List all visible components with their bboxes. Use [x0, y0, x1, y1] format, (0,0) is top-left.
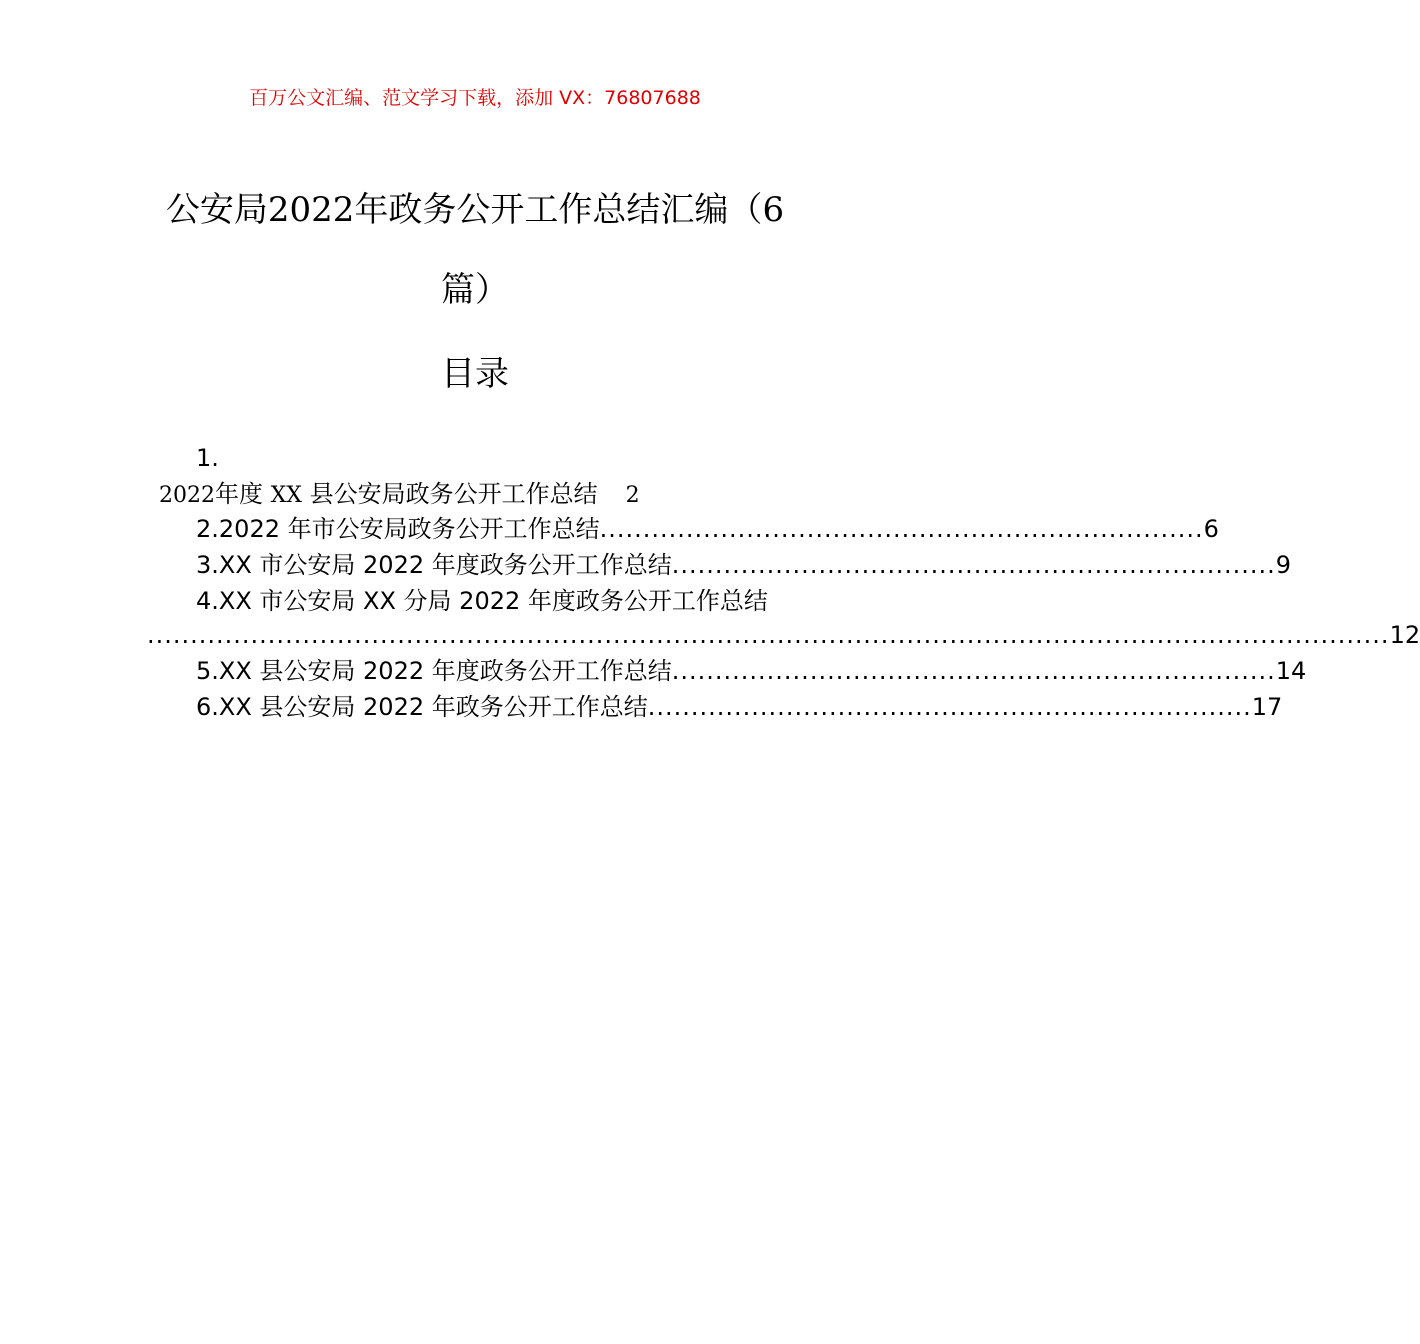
- toc-leader-dots: ................................................................................................................................................: [147, 621, 1390, 649]
- toc-heading: 目录: [441, 354, 509, 394]
- toc-leader-dots: ......................................................................: [671, 551, 1276, 579]
- title-year: 2022: [267, 190, 355, 230]
- toc-item-label: 5.XX 县公安局 2022 年度政务公开工作总结: [196, 657, 672, 685]
- toc-page-number: 12: [1389, 621, 1420, 649]
- toc-page-number: 17: [1251, 693, 1283, 721]
- toc-leader-dots: ......................................................................: [647, 693, 1252, 721]
- toc-leader-dots: ......................................................................: [671, 657, 1276, 685]
- toc-item-1-text-b: 县公安局政务公开工作总结: [309, 480, 598, 508]
- toc-item-3[interactable]: [147, 547, 1292, 583]
- toc-leader-dots: ......................................................................: [599, 515, 1204, 543]
- toc-item-2[interactable]: [147, 511, 1219, 547]
- toc-item-1-year: 2022: [159, 483, 215, 508]
- title-part1: 公安局: [165, 190, 268, 230]
- toc-item-4-continuation[interactable]: [147, 617, 1420, 653]
- toc-item-label: 2.2022 年市公安局政务公开工作总结: [196, 515, 600, 543]
- toc-item-1-number[interactable]: 1.: [196, 444, 219, 472]
- toc-page-number: 9: [1275, 551, 1292, 579]
- toc-item-1[interactable]: [159, 476, 640, 514]
- document-title: [150, 170, 800, 330]
- toc-item-label: 3.XX 市公安局 2022 年度政务公开工作总结: [196, 551, 672, 579]
- toc-item-1-text-a: 年度: [215, 480, 263, 508]
- title-part2: 年政务公开工作总结汇编（: [354, 190, 763, 230]
- toc-item-1-xx: XX: [270, 483, 302, 508]
- title-count: 6: [762, 190, 785, 230]
- toc-page-number: 6: [1203, 515, 1219, 543]
- toc-item-label: 6.XX 县公安局 2022 年政务公开工作总结: [196, 693, 648, 721]
- toc-item-5[interactable]: [147, 653, 1307, 689]
- toc-item-4[interactable]: 4.XX 市公安局 XX 分局 2022 年度政务公开工作总结: [196, 587, 768, 615]
- title-part3: 篇）: [441, 270, 509, 310]
- header-note: 百万公文汇编、范文学习下载，添加 VX：76807688: [249, 87, 701, 109]
- toc-item-6[interactable]: [147, 689, 1283, 725]
- toc-item-1-page: 2: [625, 483, 640, 508]
- toc-page-number: 14: [1275, 657, 1307, 685]
